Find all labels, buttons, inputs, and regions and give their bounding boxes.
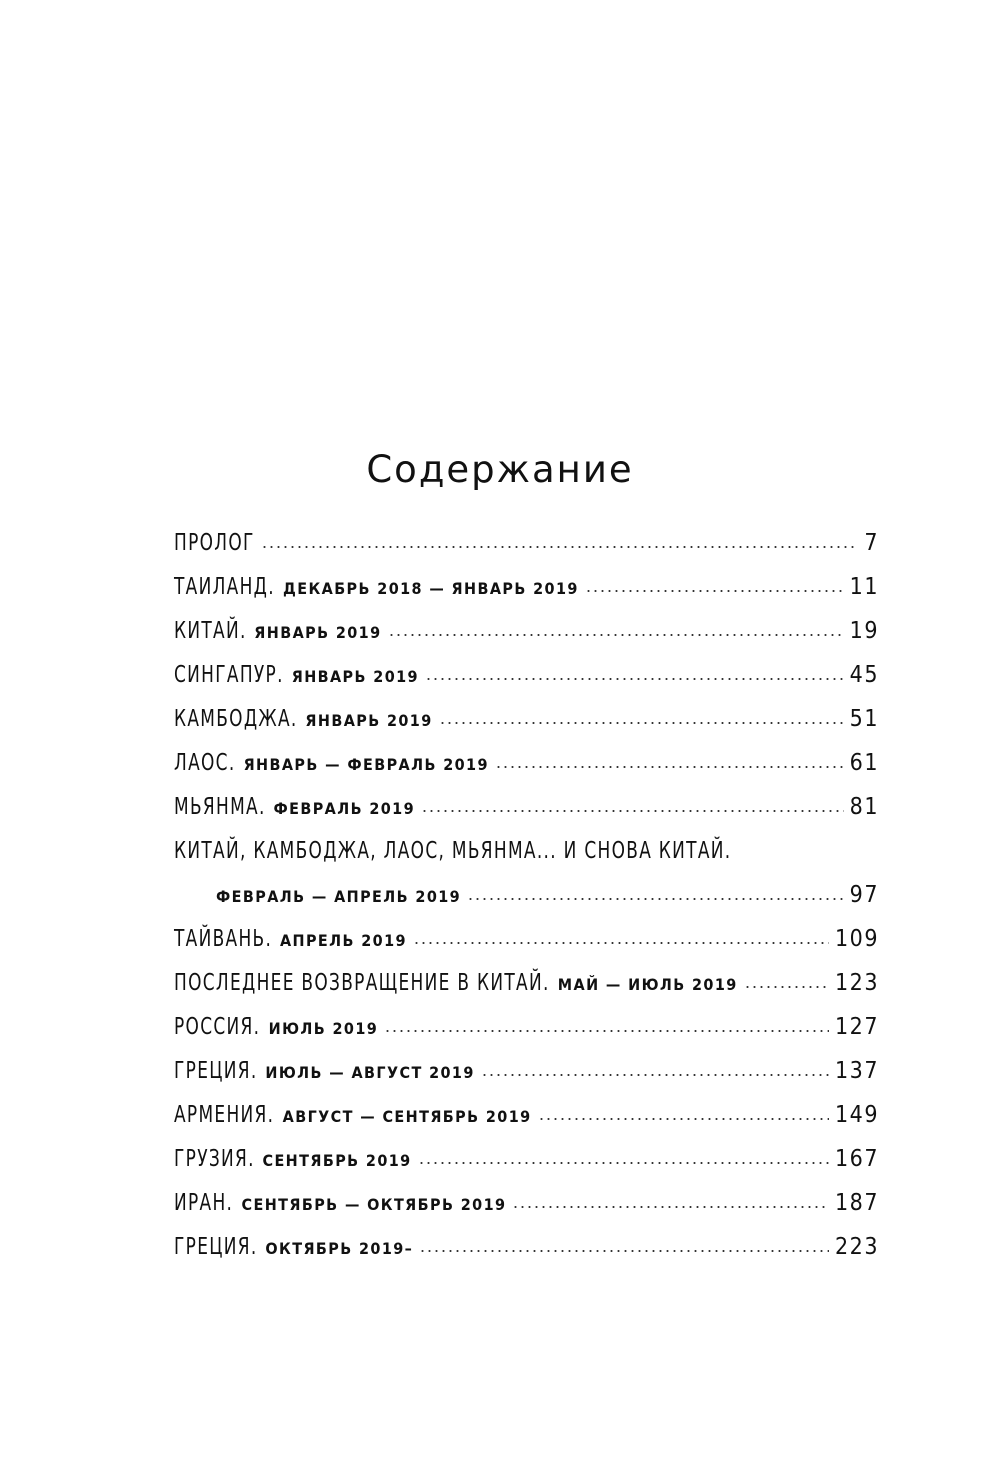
toc-entry[interactable] <box>174 834 879 922</box>
dot-leader <box>495 750 844 770</box>
toc-entry-page: 109 <box>835 926 879 952</box>
dot-leader <box>538 1102 829 1122</box>
toc-entry-title: ТАЙВАНЬ. <box>174 926 273 952</box>
toc-entry-page: 187 <box>835 1190 879 1216</box>
toc-entry-dates: ЯНВАРЬ 2019 <box>305 711 433 730</box>
dot-leader <box>744 970 829 990</box>
toc-entry-title: РОССИЯ. <box>174 1014 261 1040</box>
dot-leader <box>481 1058 829 1078</box>
toc-entry[interactable] <box>174 922 879 966</box>
toc-entry-page: 137 <box>835 1058 879 1084</box>
toc-entry[interactable] <box>174 658 879 702</box>
toc-entry-page: 61 <box>849 750 879 776</box>
toc-entry-title: ТАИЛАНД. <box>174 574 275 600</box>
toc-entry-page: 19 <box>849 618 879 644</box>
dot-leader <box>419 1234 829 1254</box>
toc-entry-page: 149 <box>835 1102 879 1128</box>
toc-entry[interactable] <box>174 1054 879 1098</box>
toc-entry[interactable] <box>174 1098 879 1142</box>
toc-entry[interactable] <box>174 790 879 834</box>
toc-entry-dates: СЕНТЯБРЬ 2019 <box>262 1151 412 1170</box>
toc-entry-title: ПРОЛОГ <box>174 530 255 556</box>
toc-entry[interactable] <box>174 1142 879 1186</box>
toc-entry-page: 167 <box>835 1146 879 1172</box>
toc-entry[interactable] <box>174 526 879 570</box>
toc-entry-title: ГРУЗИЯ. <box>174 1146 255 1172</box>
dot-leader <box>421 794 844 814</box>
toc-entry-title: ГРЕЦИЯ. <box>174 1058 258 1084</box>
toc-entry[interactable] <box>174 966 879 1010</box>
toc-entry[interactable] <box>174 1230 879 1274</box>
toc-entry-title: СИНГАПУР. <box>174 662 284 688</box>
dot-leader <box>418 1146 829 1166</box>
toc-entry-dates: ИЮЛЬ — АВГУСТ 2019 <box>265 1063 475 1082</box>
dot-leader <box>512 1190 829 1210</box>
toc-entry-title: АРМЕНИЯ. <box>174 1102 275 1128</box>
toc-entry-page: 7 <box>864 530 879 556</box>
toc-entry[interactable] <box>174 702 879 746</box>
page-title: Содержание <box>366 448 634 491</box>
dot-leader <box>384 1014 829 1034</box>
toc-entry-dates: ЯНВАРЬ — ФЕВРАЛЬ 2019 <box>243 755 489 774</box>
dot-leader <box>425 662 844 682</box>
toc-entry-page: 123 <box>835 970 879 996</box>
toc-entry-title: ГРЕЦИЯ. <box>174 1234 258 1260</box>
toc-entry-page: 45 <box>849 662 879 688</box>
dot-leader <box>585 574 844 594</box>
toc-entry-dates: ЯНВАРЬ 2019 <box>254 623 382 642</box>
toc-entry-dates: ЯНВАРЬ 2019 <box>291 667 419 686</box>
toc-entry[interactable] <box>174 614 879 658</box>
toc-entry-dates: АПРЕЛЬ 2019 <box>279 931 407 950</box>
toc-entry[interactable] <box>174 1010 879 1054</box>
toc-entry-page: 51 <box>849 706 879 732</box>
toc-entry-title: ЛАОС. <box>174 750 236 776</box>
toc-entry-title: ИРАН. <box>174 1190 234 1216</box>
toc-entry-title: КИТАЙ, КАМБОДЖА, ЛАОС, МЬЯНМА... И СНОВА КИТАЙ. <box>174 838 732 864</box>
toc-entry[interactable] <box>174 570 879 614</box>
toc-entry-title: ПОСЛЕДНЕЕ ВОЗВРАЩЕНИЕ В КИТАЙ. <box>174 970 550 996</box>
toc-entry[interactable] <box>174 1186 879 1230</box>
toc-entry-title: КИТАЙ. <box>174 618 247 644</box>
toc-entry[interactable] <box>174 746 879 790</box>
toc-entry-dates: МАЙ — ИЮЛЬ 2019 <box>557 975 738 994</box>
dot-leader <box>413 926 829 946</box>
table-of-contents <box>174 526 879 1274</box>
toc-entry-page: 81 <box>849 794 879 820</box>
toc-entry-dates: ОКТЯБРЬ 2019– <box>265 1239 414 1258</box>
toc-entry-dates: ФЕВРАЛЬ — АПРЕЛЬ 2019 <box>216 887 462 906</box>
toc-entry-title: КАМБОДЖА. <box>174 706 298 732</box>
toc-entry-title: МЬЯНМА. <box>174 794 266 820</box>
toc-entry-page: 127 <box>835 1014 879 1040</box>
toc-entry-dates: ИЮЛЬ 2019 <box>268 1019 379 1038</box>
toc-entry-page: 97 <box>849 882 879 908</box>
toc-entry-dates: СЕНТЯБРЬ — ОКТЯБРЬ 2019 <box>241 1195 507 1214</box>
toc-entry-dates: АВГУСТ — СЕНТЯБРЬ 2019 <box>282 1107 532 1126</box>
dot-leader <box>261 530 858 550</box>
dot-leader <box>388 618 844 638</box>
dot-leader <box>467 882 844 902</box>
dot-leader <box>439 706 844 726</box>
toc-entry-page: 11 <box>849 574 879 600</box>
toc-entry-page: 223 <box>835 1234 879 1260</box>
toc-entry-dates: ДЕКАБРЬ 2018 — ЯНВАРЬ 2019 <box>283 579 579 598</box>
toc-entry-dates: ФЕВРАЛЬ 2019 <box>273 799 416 818</box>
